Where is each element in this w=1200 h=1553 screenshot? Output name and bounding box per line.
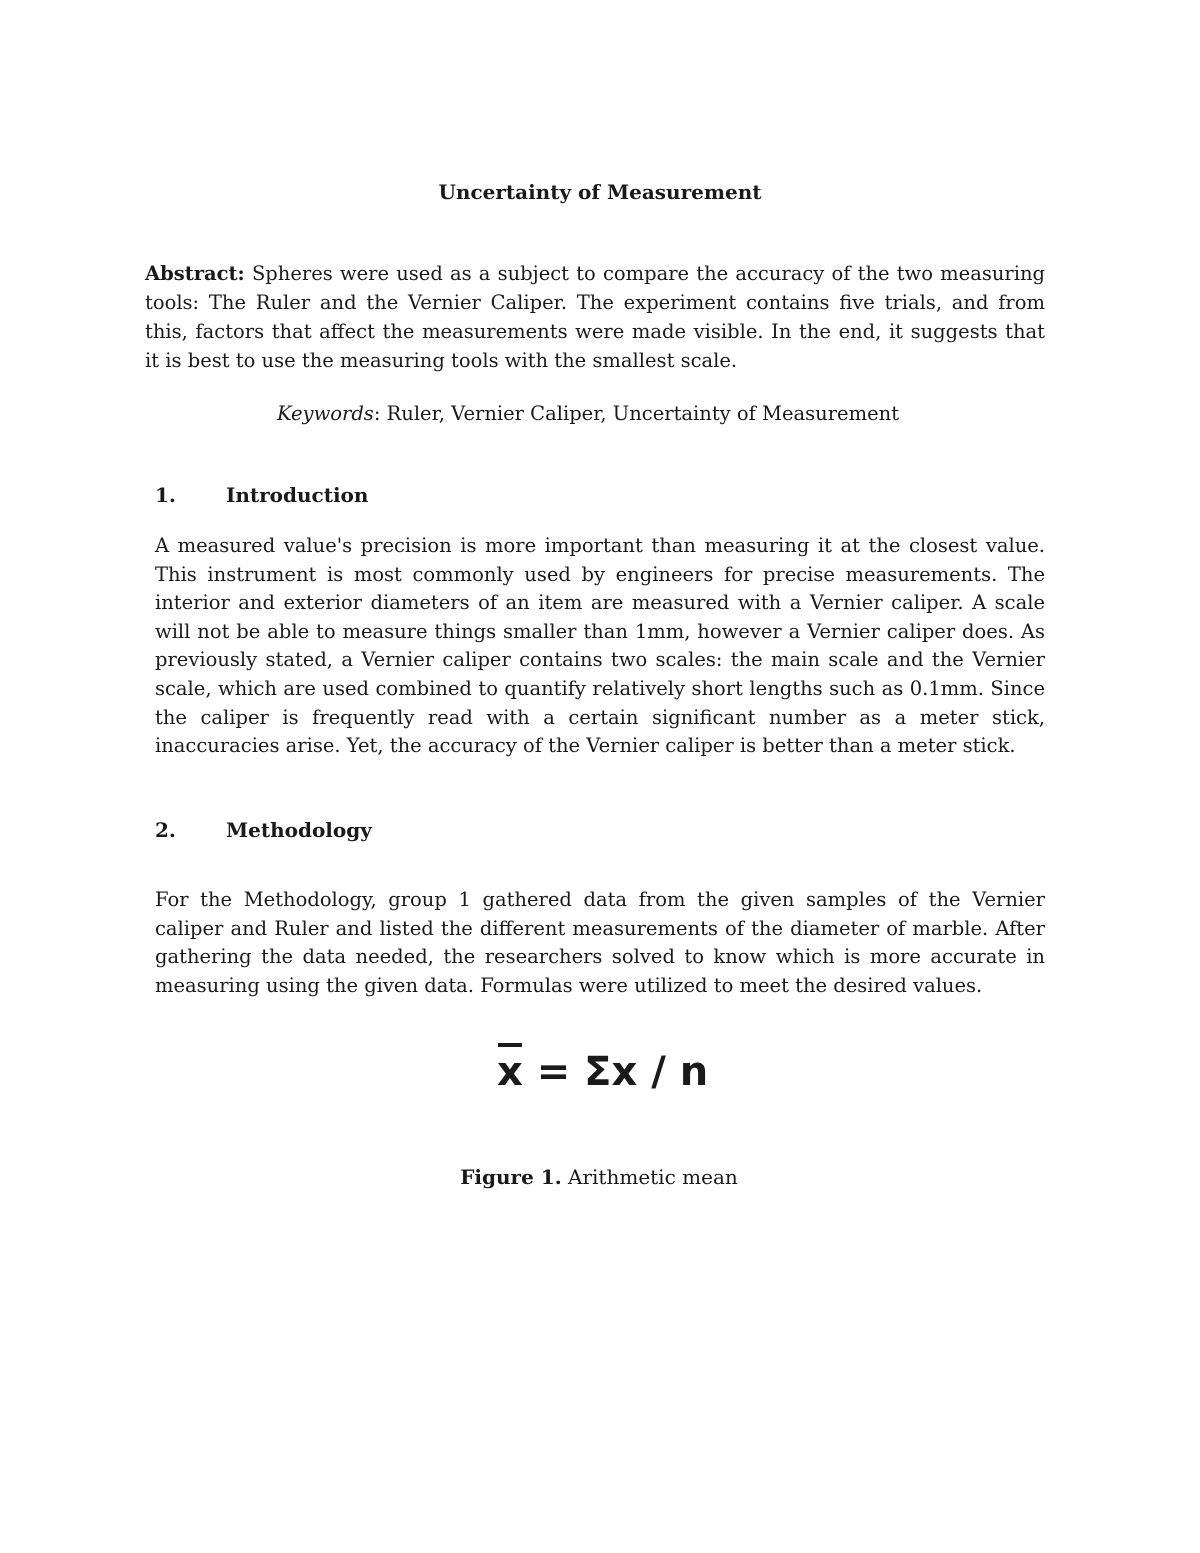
keywords-line	[0, 400, 1176, 428]
section-number: 2.	[155, 818, 176, 842]
abstract-label: Abstract:	[145, 262, 245, 285]
keywords-label: Keywords	[276, 402, 374, 425]
figure-caption-text: Arithmetic mean	[561, 1165, 738, 1189]
document-title: Uncertainty of Measurement	[438, 180, 762, 204]
section-heading-introduction	[155, 481, 368, 509]
arithmetic-mean-formula	[497, 1040, 717, 1100]
formula-text: x = Σx / n	[497, 1049, 709, 1095]
methodology-paragraph: For the Methodology, group 1 gathered data from the given samples of the Vernier caliper and Ruler and listed the different measurements of the diameter of marble. After gathering the data needed, the researchers solved to know which is more accurate in measuring using the given data. Formulas were utilized to meet the desired values.	[155, 888, 1045, 997]
figure-label: Figure 1.	[460, 1165, 562, 1189]
section-number: 1.	[155, 483, 176, 507]
figure-caption	[0, 1163, 1198, 1191]
x-bar-overline	[498, 1043, 522, 1047]
introduction-paragraph: A measured value's precision is more important than measuring it at the closest value. This instrument is most commonly used by engineers for precise measurements. The interior and exterior diameters of an item are measured with a Vernier caliper. A scale will not be able to measure things smaller than 1mm, however a Vernier caliper does. As previously stated, a Vernier caliper contains two scales: the main scale and the Vernier scale, which are used combined to quantify relatively short lengths such as 0.1mm. Since the caliper is frequently read with a certain significant number as a meter stick, inaccuracies arise. Yet, the accuracy of the Vernier caliper is better than a meter stick.	[155, 534, 1045, 758]
abstract-text: Spheres were used as a subject to compare the accuracy of the two measuring tools: The Ruler and the Vernier Caliper. The experiment contains five trials, and from this, factors that affect the measurements were made visible. In the end, it suggests that it is best to use the measuring tools with the smallest scale.	[145, 262, 1045, 372]
section-title: Methodology	[226, 818, 372, 842]
abstract-paragraph	[145, 259, 1045, 375]
keywords-text: : Ruler, Vernier Caliper, Uncertainty of Measurement	[373, 402, 900, 425]
section-heading-methodology	[155, 816, 372, 844]
section-title: Introduction	[226, 483, 369, 507]
